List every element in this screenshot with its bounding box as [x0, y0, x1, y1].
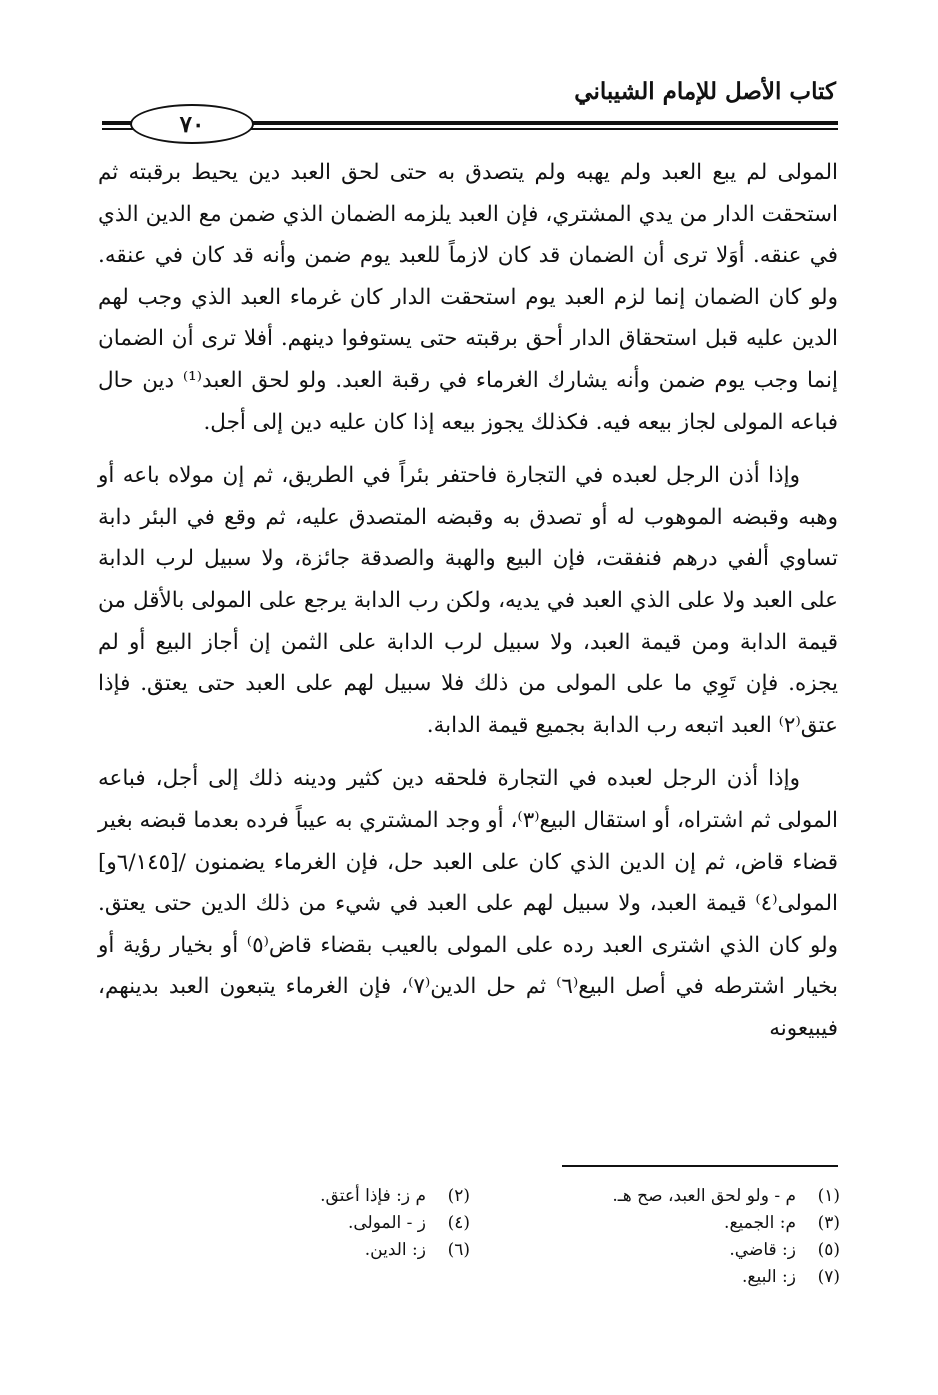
footnote: (٣)م: الجميع. [724, 1213, 840, 1233]
footnote-separator [562, 1165, 838, 1167]
paragraph: وإذا أذن الرجل لعبده في التجارة فلحقه دين كثير ودينه ذلك إلى أجل، فباعه المولى ثم اشتراه، أو استقال البيع⁽٣⁾، أو وجد المشتري به عيباً فرده بعدما قبضه بغير قضاء قاض، ثم إن الدين الذي كان على العبد حل، فإن الغرماء يضمنون /[٦/١٤٥و] المولى⁽٤⁾ قيمة العبد، ولا سبيل لهم على العبد في شيء من ذلك الدين حتى يعتق. ولو كان الذي اشترى العبد رده على المولى بالعيب بقضاء قاض⁽٥⁾ أو بخيار رؤية أو بخيار اشترطه في أصل البيع⁽٦⁾ ثم حل الدين⁽٧⁾، فإن الغرماء يتبعون العبد بدينهم، فيبيعونه [98, 766, 838, 1041]
footnote: (٤)ز - المولى. [347, 1213, 470, 1233]
page-number: ٧٠ [130, 104, 254, 144]
footnote: (١)م - ولو لحق العبد، صح هـ. [612, 1186, 840, 1206]
footnote: (٥)ز: قاضي. [729, 1240, 840, 1260]
footnote: (٧)ز: البيع. [742, 1267, 840, 1287]
paragraph: المولى لم يبع العبد ولم يهبه ولم يتصدق به حتى لحق العبد دين يحيط برقبته ثم استحقت الدار من يدي المشتري، فإن العبد يلزمه الضمان الذي ضمن مع الدين الذي في عنقه. أوَلا ترى أن الضمان قد كان لازماً للعبد يوم ضمن وأنه قد كان في عنقه. ولو كان الضمان إنما لزم العبد يوم استحقت الدار كان غرماء العبد الذي وجب لهم الدين عليه قبل استحقاق الدار أحق برقبته حتى يستوفوا دينهم. أفلا ترى أن الضمان إنما وجب يوم ضمن وأنه يشارك الغرماء في رقبة العبد. ولو لحق العبد⁽¹⁾ دين حال فباعه المولى لجاز بيعه فيه. فكذلك يجوز بيعه إذا كان عليه دين إلى أجل. [98, 160, 838, 435]
footnote: (٦)ز: الدين. [364, 1240, 470, 1260]
footnote: (٢)م ز: فإذا أعتق. [320, 1186, 470, 1206]
footnotes [100, 1183, 840, 1291]
paragraph: وإذا أذن الرجل لعبده في التجارة فاحتفر بئراً في الطريق، ثم إن مولاه باعه أو وهبه وقبضه الموهوب له أو تصدق به وقبضه المتصدق عليه، ثم وقع في البئر دابة تساوي ألفي درهم فنفقت، فإن البيع والهبة والصدقة جائزة، ولا سبيل لرب الدابة على العبد ولا على الذي العبد في يديه، ولكن رب الدابة يرجع على المولى بالأقل من قيمة الدابة ومن قيمة العبد، ولا سبيل لرب الدابة على الثمن إن أجاز البيع أو لم يجزه. فإن تَوِي ما على المولى من ذلك فلا سبيل لهم على العبد حتى يعتق. فإذا عتق⁽٢⁾ العبد اتبعه رب الدابة بجميع قيمة الدابة. [98, 463, 838, 738]
running-header-title: كتاب الأصل للإمام الشيباني [574, 78, 836, 105]
main-text [98, 152, 838, 1061]
